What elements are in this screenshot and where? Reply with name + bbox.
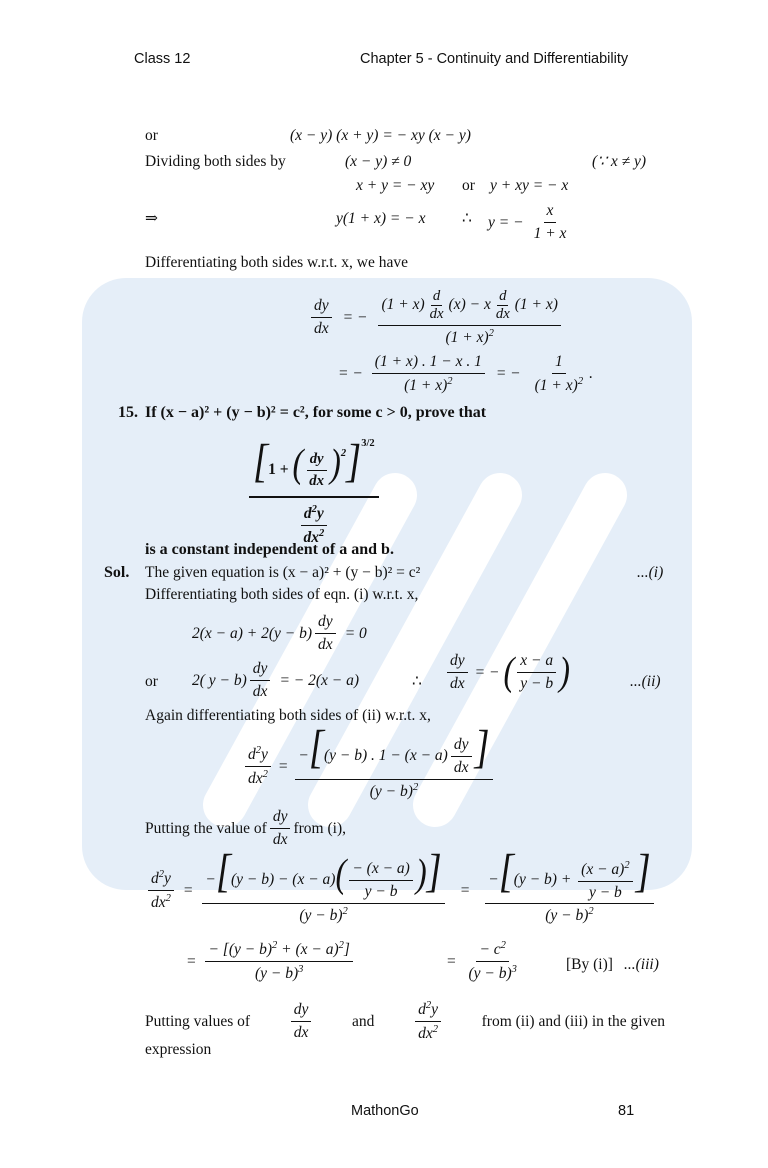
question-expression: [1 + ( $\frac{dy}{dx}$ )$^2$]$^{3/2}$ $\frac{d^2y}{dx^2}$ xyxy=(246,438,382,547)
equation-derivative-1: 2(x − a) + 2(y − b) $\frac{dy}{dx}$ = 0 xyxy=(192,613,367,653)
text-again: Again differentiating both sides of (ii) w.r.t. x, xyxy=(145,707,431,724)
equation-dydx-result: $\frac{dy}{dx}$ = − ( $\frac{x - a}{y - b}$ ) xyxy=(444,652,570,693)
tag-i: ...(i) xyxy=(637,564,664,581)
equation-4: y(1 + x) = − x xyxy=(336,210,426,227)
equation-substitution: $\frac{d^2y}{dx^2}$ = −[(y − b) − (x − a)( $\frac{- (x - a)}{y - b}$ )] $(y - b)^2$ = −[(y − b) + $\frac{(x - a)^2}{y - b}$ ] $(y - b)^2$ xyxy=(145,856,657,925)
text-putting-values: Putting values of $\frac{dy}{dx}$ and $\frac{d^2y}{dx^2}$ from (ii) and (iii) in the given xyxy=(145,1000,665,1043)
equation-simplified: = − $\frac{(1 + x) . 1 - x . 1}{(1 + x)^2}$ = − $\frac{1}{(1 + x)^2}$ . xyxy=(338,353,593,394)
equation-y-fraction: y = − $\frac{x}{1 + x}$ xyxy=(488,202,567,242)
equation-1: (x − y) (x + y) = − xy (x − y) xyxy=(290,127,471,144)
equation-3a: x + y = − xy xyxy=(356,177,435,194)
text-or-2: or xyxy=(462,177,475,194)
text-dividing: Dividing both sides by xyxy=(145,153,286,170)
implies-symbol: ⇒ xyxy=(145,210,158,227)
solution-given: The given equation is (x − a)² + (y − b)² = c² xyxy=(145,564,421,581)
text-or-3: or xyxy=(145,673,158,690)
therefore-symbol: ∴ xyxy=(462,210,472,227)
question-constant: is a constant independent of a and b. xyxy=(145,541,394,558)
equation-2: (x − y) ≠ 0 xyxy=(345,153,412,170)
header-chapter: Chapter 5 - Continuity and Differentiability xyxy=(360,51,629,67)
text-or: or xyxy=(145,127,158,144)
text-expression: expression xyxy=(145,1041,212,1058)
text-by-i: [By (i)] xyxy=(566,956,613,973)
solution-diff-text: Differentiating both sides of eqn. (i) w.r.t. x, xyxy=(145,586,419,603)
equation-simplified-2: = $\frac{- [(y - b)^2 + (x - a)^2]}{(y - b)^3}$ xyxy=(186,940,356,983)
reason-x-neq-y: (∵ x ≠ y) xyxy=(592,153,647,170)
page-number: 81 xyxy=(618,1103,635,1119)
equation-derivative-2: 2( y − b) $\frac{dy}{dx}$ = − 2(x − a) xyxy=(192,660,360,700)
text-differentiating: Differentiating both sides w.r.t. x, we have xyxy=(145,254,409,271)
question-text: If (x − a)² + (y − b)² = c², for some c > 0, prove that xyxy=(145,404,487,421)
solution-label: Sol. xyxy=(104,564,130,581)
equation-dydx-quotient: $\frac{dy}{dx}$ = − (1 + x) $\frac{d}{dx}$ (x) − x $\frac{d}{dx}$ (1 + x) $(1 + x)^2$ xyxy=(308,288,564,347)
question-number: 15. xyxy=(118,404,138,421)
header-class: Class 12 xyxy=(134,51,191,67)
equation-result-iii: = $\frac{- c^2}{(y - b)^3}$ xyxy=(446,940,517,983)
footer-brand: MathonGo xyxy=(351,1103,419,1119)
equation-3b: y + xy = − x xyxy=(490,177,569,194)
tag-ii: ...(ii) xyxy=(630,673,661,690)
text-putting-value: Putting the value of $\frac{dy}{dx}$ from (i), xyxy=(145,808,346,848)
therefore-symbol-2: ∴ xyxy=(412,673,422,690)
equation-second-derivative: $\frac{d^2y}{dx^2}$ = −[(y − b) . 1 − (x − a) $\frac{dy}{dx}$ ] $(y - b)^2$ xyxy=(242,732,496,801)
tag-iii: ...(iii) xyxy=(624,956,659,973)
